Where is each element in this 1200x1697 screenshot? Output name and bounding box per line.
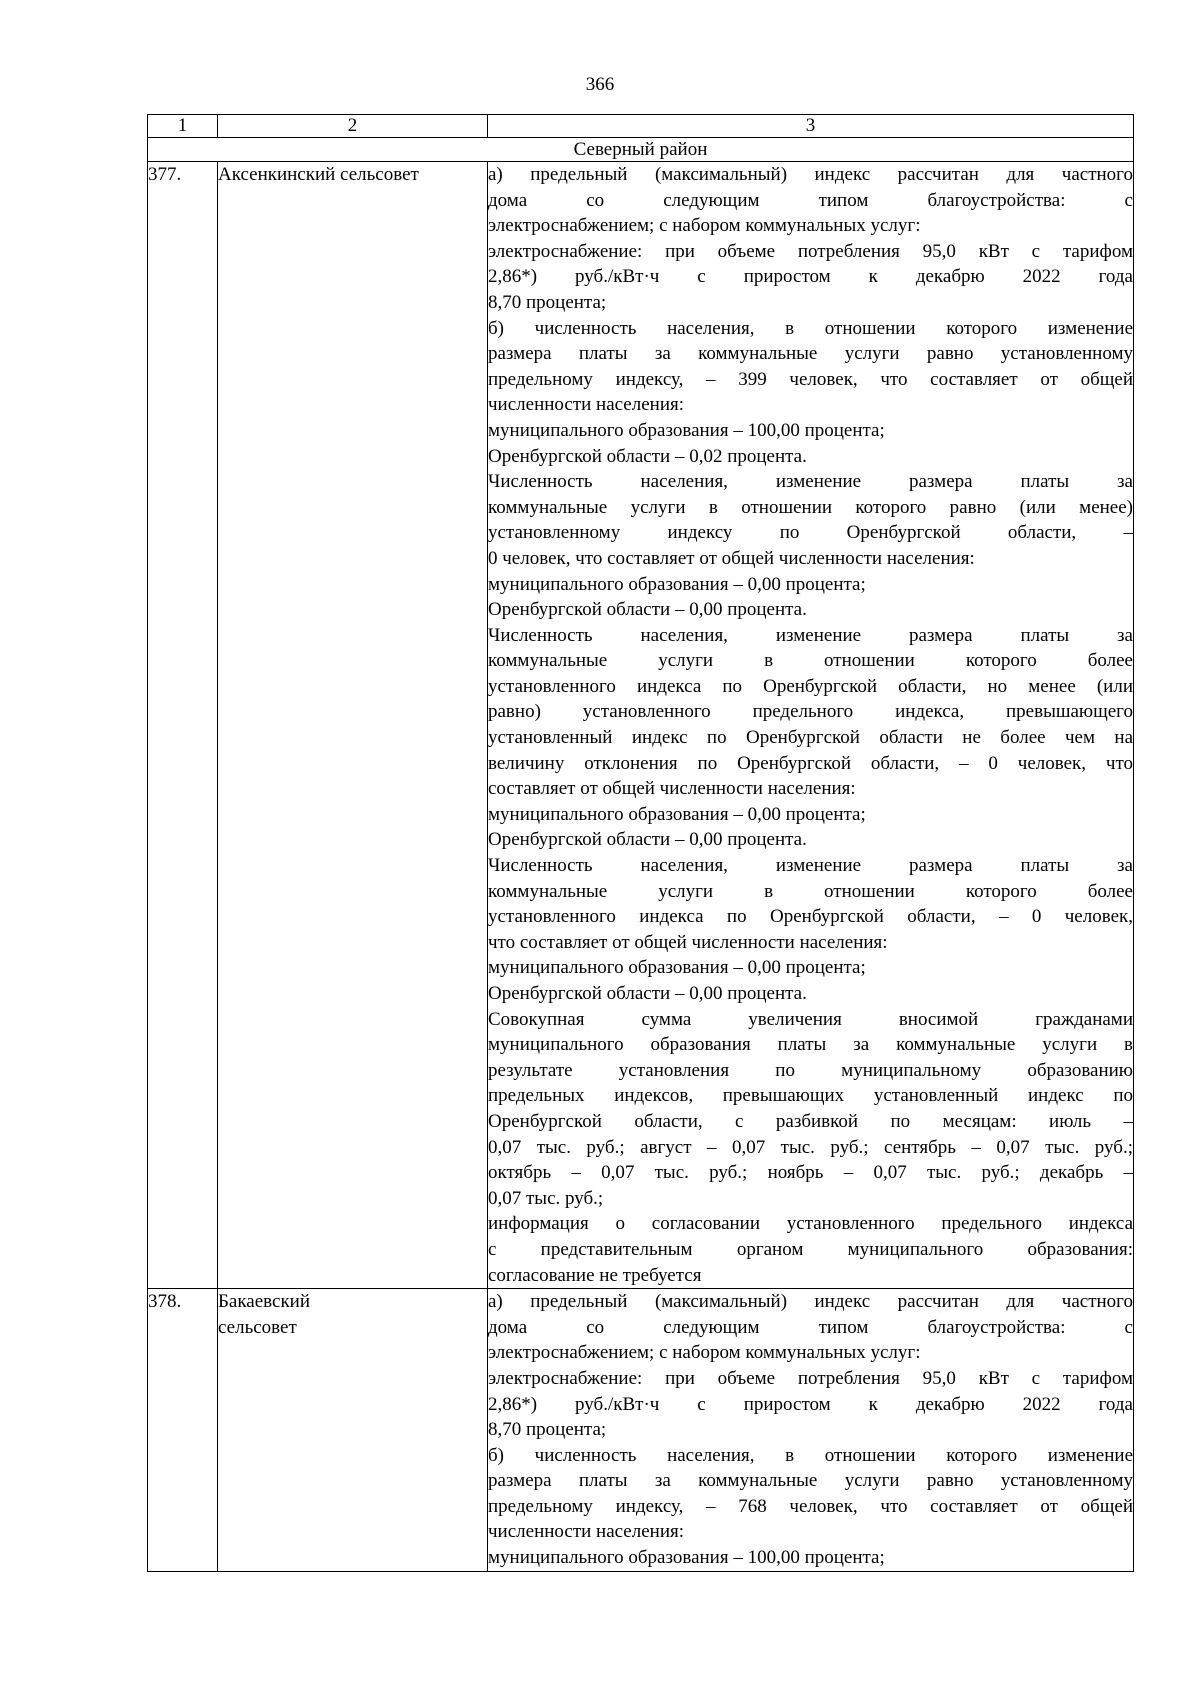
text-line: размера платы за коммунальные услуги равно установленному (488, 1470, 1133, 1492)
table-body (148, 162, 1134, 1572)
index-description (488, 162, 1134, 1289)
text-line: дома со следующим типом благоустройства: с (488, 189, 1133, 211)
settlement-name-line: Бакаевский (218, 1291, 311, 1313)
text-line: согласование не требуется (488, 1264, 702, 1286)
region-row (148, 138, 1134, 162)
text-line: муниципального образования – 0,00 процента; (488, 957, 866, 979)
text-line: 2,86*) руб./кВт·ч с приростом к декабрю 2022 года (488, 266, 1133, 288)
text-line: информация о согласовании установленного предельного индекса (488, 1213, 1133, 1235)
text-line: муниципального образования платы за коммунальные услуги в (488, 1034, 1133, 1056)
text-line: Численность населения, изменение размера платы за (488, 471, 1133, 493)
text-line: муниципального образования – 0,00 процента; (488, 573, 866, 595)
text-line: коммунальные услуги в отношении которого более (488, 650, 1133, 672)
settlement-name-line: сельсовет (218, 1316, 297, 1338)
text-line: 8,70 процента; (488, 1419, 607, 1441)
table-header-row (148, 115, 1134, 138)
text-line: 0,07 тыс. руб.; (488, 1187, 604, 1209)
settlement-name (218, 1289, 488, 1572)
text-line: муниципального образования – 0,00 процента; (488, 803, 866, 825)
text-line: 8,70 процента; (488, 291, 607, 313)
settlement-name (218, 162, 488, 1289)
text-line: установленному индексу по Оренбургской области, – (488, 522, 1133, 544)
text-line: Оренбургской области, с разбивкой по месяцам: июль – (488, 1110, 1133, 1132)
text-line: 2,86*) руб./кВт·ч с приростом к декабрю 2022 года (488, 1393, 1133, 1415)
text-line: муниципального образования – 100,00 процента; (488, 1547, 885, 1569)
text-line: октябрь – 0,07 тыс. руб.; ноябрь – 0,07 тыс. руб.; декабрь – (488, 1162, 1133, 1184)
column-header-2: 2 (218, 115, 488, 138)
index-description (488, 1289, 1134, 1572)
text-line: Оренбургской области – 0,00 процента. (488, 829, 807, 851)
text-line: численности населения: (488, 1521, 685, 1543)
text-line: Оренбургской области – 0,00 процента. (488, 983, 807, 1004)
text-line: размера платы за коммунальные услуги равно установленному (488, 343, 1133, 365)
text-line: 0,07 тыс. руб.; август – 0,07 тыс. руб.; сентябрь – 0,07 тыс. руб.; (488, 1136, 1133, 1158)
region-title: Северный район (148, 138, 1134, 162)
text-line: а) предельный (максимальный) индекс рассчитан для частного (488, 1291, 1133, 1313)
text-line: электроснабжением; с набором коммунальных услуг: (488, 1342, 921, 1364)
column-header-3: 3 (488, 115, 1134, 138)
page-number: 366 (585, 74, 615, 95)
column-header-1: 1 (148, 115, 218, 138)
table-row (148, 162, 1134, 1289)
text-line: установленный индекс по Оренбургской области не более чем на (488, 727, 1133, 749)
text-line: равно) установленного предельного индекса, превышающего (488, 701, 1133, 723)
text-line: установленного индекса по Оренбургской области, но менее (или (488, 675, 1133, 697)
text-line: электроснабжением; с набором коммунальных услуг: (488, 215, 921, 237)
text-line: Численность населения, изменение размера платы за (488, 855, 1133, 877)
text-line: электроснабжение: при объеме потребления 95,0 кВт с тарифом (488, 1367, 1133, 1389)
text-line: величину отклонения по Оренбургской области, – 0 человек, что (488, 752, 1133, 774)
text-line: коммунальные услуги в отношении которого более (488, 880, 1133, 902)
text-line: а) предельный (максимальный) индекс рассчитан для частного (488, 164, 1133, 185)
text-line: дома со следующим типом благоустройства: с (488, 1316, 1133, 1338)
row-number: 377. (148, 162, 218, 1289)
text-line: предельному индексу, – 399 человек, что составляет от общей (488, 368, 1133, 390)
text-line: коммунальные услуги в отношении которого равно (или менее) (488, 496, 1133, 518)
text-line: составляет от общей численности населения: (488, 778, 856, 800)
text-line: Оренбургской области – 0,00 процента. (488, 599, 807, 621)
text-line: результате установления по муниципальному образованию (488, 1059, 1133, 1081)
text-line: что составляет от общей численности населения: (488, 931, 888, 953)
text-line: с представительным органом муниципального образования: (488, 1238, 1133, 1260)
text-line: численности населения: (488, 394, 685, 416)
text-line: предельному индексу, – 768 человек, что составляет от общей (488, 1495, 1133, 1517)
text-line: Оренбургской области – 0,02 процента. (488, 445, 807, 467)
text-line: 0 человек, что составляет от общей численности населения: (488, 547, 975, 569)
table-row (148, 1289, 1134, 1572)
text-line: б) численность населения, в отношении которого изменение (488, 1444, 1133, 1466)
text-line: муниципального образования – 100,00 процента; (488, 419, 885, 441)
text-line: предельных индексов, превышающих установленный индекс по (488, 1085, 1133, 1107)
text-line: электроснабжение: при объеме потребления 95,0 кВт с тарифом (488, 240, 1133, 262)
row-number: 378. (148, 1289, 218, 1572)
text-line: б) численность населения, в отношении которого изменение (488, 317, 1133, 339)
text-line: Совокупная сумма увеличения вносимой гражданами (488, 1008, 1133, 1030)
text-line: установленного индекса по Оренбургской области, – 0 человек, (488, 906, 1133, 928)
document-table (147, 114, 1134, 1572)
settlement-name-line: Аксенкинский сельсовет (218, 164, 419, 185)
text-line: Численность населения, изменение размера платы за (488, 624, 1133, 646)
